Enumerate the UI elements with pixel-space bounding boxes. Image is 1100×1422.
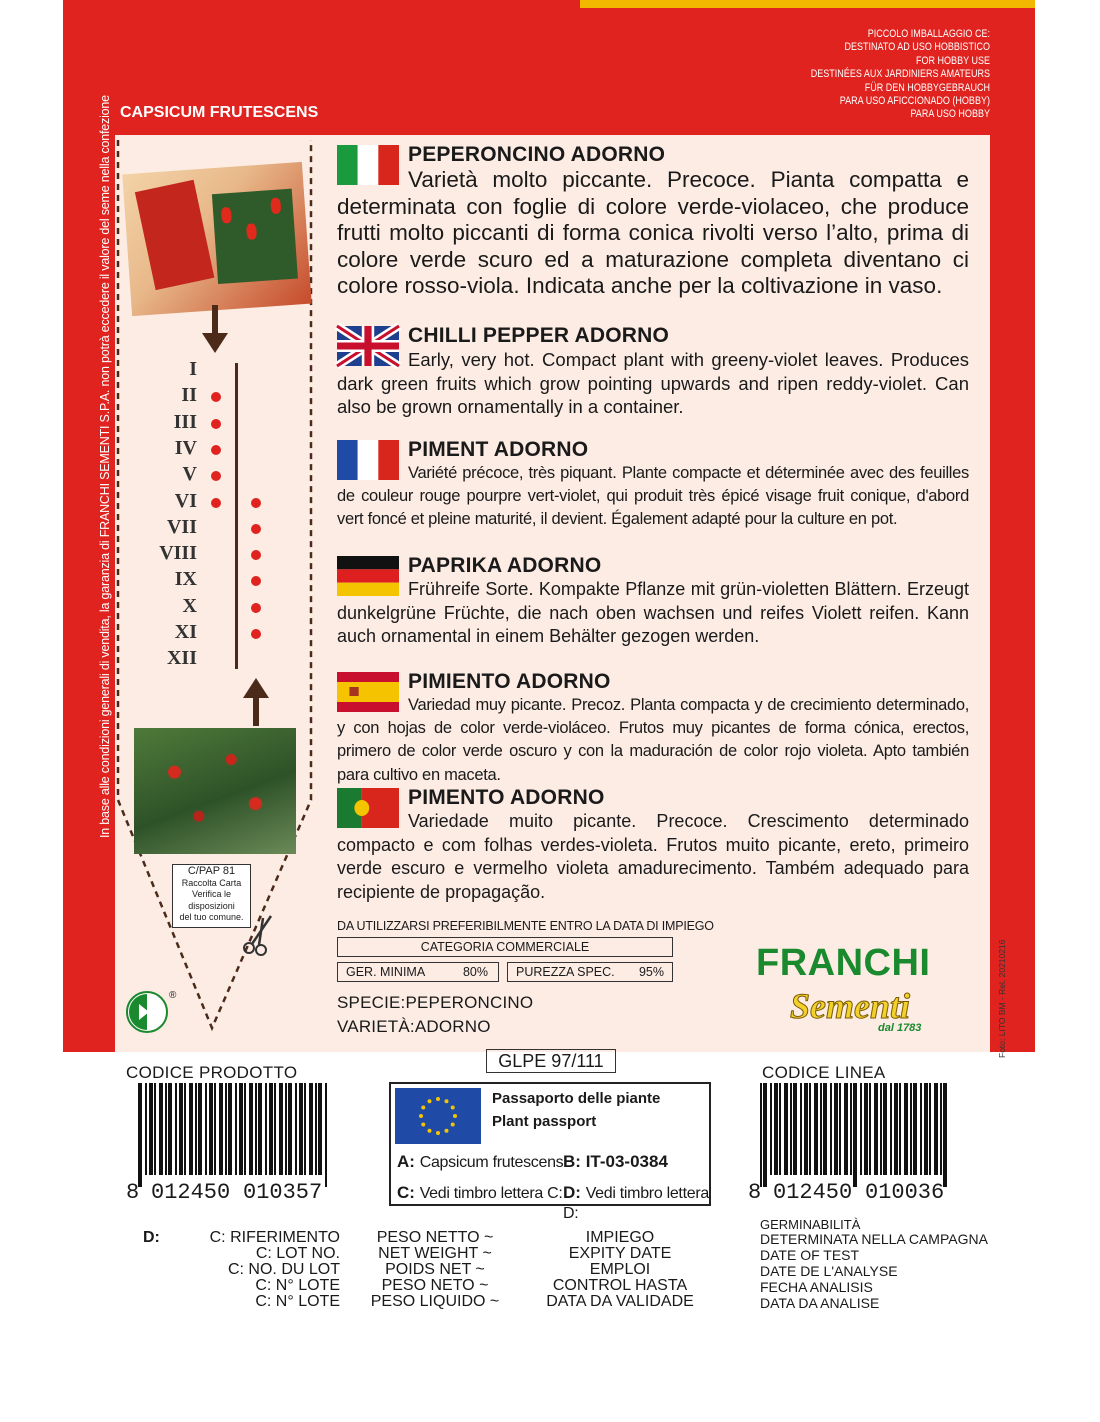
germination-test-line: DATA DA ANALISE	[760, 1295, 880, 1311]
cpap-line: Raccolta Carta	[181, 877, 242, 888]
barcode-bar	[235, 1083, 237, 1175]
title-portuguese: PIMENTO ADORNO	[408, 786, 605, 809]
line-barcode-first-digit: 8	[748, 1180, 762, 1205]
expiry-column	[535, 1230, 705, 1310]
eu-star	[451, 1106, 455, 1110]
barcode-bar	[189, 1083, 193, 1175]
product-code-label: CODICE PRODOTTO	[126, 1063, 298, 1082]
barcode-bar	[800, 1083, 802, 1175]
passport-title: Passaporto delle piante	[492, 1090, 661, 1107]
germination-test-column	[760, 1218, 988, 1311]
eu-star	[436, 1097, 440, 1101]
barcode-bar	[225, 1083, 227, 1175]
notice-line: PARA USO HOBBY	[910, 108, 990, 121]
barcode-bar	[154, 1083, 156, 1175]
eu-star	[419, 1114, 423, 1118]
barcode-bar	[814, 1083, 818, 1175]
italy-flag-icon	[337, 145, 399, 185]
eu-star	[436, 1131, 440, 1135]
passport-b-value: IT-03-0384	[585, 1152, 668, 1171]
barcode-bar	[874, 1083, 878, 1175]
species-latin-name: CAPSICUM FRUTESCENS	[120, 104, 319, 121]
eu-flag-icon	[395, 1088, 481, 1144]
cpap-line: disposizioni	[188, 900, 235, 911]
lot-reference-line: C: NO. DU LOT	[227, 1261, 340, 1278]
net-weight-column	[360, 1230, 510, 1310]
eu-star	[445, 1129, 449, 1133]
notice-line: PARA USO AFICCIONADO (HOBBY)	[839, 95, 990, 108]
passport-b-label: B:	[563, 1152, 581, 1171]
barcode-bar	[830, 1083, 832, 1175]
cpap-line: Verifica le	[191, 889, 232, 899]
title-german: PAPRIKA ADORNO	[408, 554, 602, 577]
barcode-bar	[763, 1083, 767, 1187]
barcode-bar	[285, 1083, 287, 1175]
expiry-line: EMPLOI	[589, 1261, 651, 1278]
top-stripe	[580, 0, 1035, 8]
barcode-bar	[288, 1083, 292, 1175]
lot-reference-line: C: LOT NO.	[255, 1245, 340, 1262]
section-french	[337, 438, 969, 532]
min-germination-value: 80%	[462, 965, 488, 979]
barcode-bar	[299, 1083, 303, 1175]
franchi-logo: FRANCHI	[756, 942, 931, 984]
product-barcode-group1: 012450	[151, 1180, 231, 1205]
product-barcode	[138, 1083, 328, 1187]
line-barcode-group1: 012450	[773, 1180, 853, 1205]
title-french: PIMENT ADORNO	[408, 438, 589, 461]
barcode-bar	[195, 1083, 197, 1175]
barcode-bar	[269, 1083, 273, 1175]
down-arrow-icon	[200, 305, 230, 355]
d-label: D:	[143, 1229, 160, 1246]
commercial-category-box	[337, 937, 673, 957]
purity-label: PUREZZA SPEC.	[516, 965, 615, 979]
variety-value: ADORNO	[414, 1017, 491, 1036]
barcode-bar	[279, 1083, 283, 1175]
description-italian: Varietà molto piccante. Precoce. Pianta compatta e determinata con foglie di colore verde-violaceo, che produce frutti molto piccanti di forma conica rivolti verso l’alto, prima di colore verde scuro ed a maturazione completa diventano ci colore rosso-viola. Indicata anche per la coltivazione in vaso.	[337, 167, 969, 298]
section-portuguese	[337, 786, 969, 904]
barcode-bar	[844, 1083, 848, 1175]
month-label: VI	[174, 489, 197, 512]
purity-value: 95%	[638, 965, 664, 979]
variety-label: VARIETÀ:	[337, 1017, 415, 1036]
variety-row	[337, 1017, 491, 1037]
barcode-bar	[860, 1083, 862, 1175]
green-dot-recycling-icon	[125, 988, 175, 1036]
lot-reference-line: C: N° LOTE	[255, 1277, 340, 1294]
passport-c-label: C:	[397, 1183, 415, 1202]
barcode-bar	[295, 1083, 297, 1175]
description-german: Frühreife Sorte. Kompakte Pflanze mit grün-violetten Blättern. Erzeugt dunkelgrüne Früchte, die nach oben wachsen und reifes Violett reifen. Kann auch ornamental in einem Behälter gezogen werden.	[337, 579, 969, 646]
commercial-category-label: CATEGORIA COMMERCIALE	[420, 940, 590, 954]
germination-test-line: DATE DE L'ANALYSE	[760, 1263, 898, 1279]
barcode-bar	[258, 1083, 262, 1175]
expiry-line: DATA DA VALIDADE	[546, 1293, 694, 1310]
barcode-bar	[809, 1083, 811, 1175]
description-english: Early, very hot. Compact plant with greeny-violet leaves. Produces dark green fruits which grow pointing upwards and ripen reddy-violet. Can also be grown ornamentally in a container.	[337, 349, 969, 417]
month-label: XI	[174, 621, 197, 643]
passport-row-c	[397, 1183, 563, 1203]
spain-flag-icon	[337, 672, 399, 712]
passport-a-value: Capsicum frutescens	[419, 1154, 564, 1171]
packet-photo	[122, 162, 311, 316]
barcode-bar	[760, 1083, 762, 1187]
barcode-bar	[880, 1083, 882, 1175]
title-english: CHILLI PEPPER ADORNO	[408, 324, 670, 347]
month-label: X	[182, 594, 197, 617]
month-label: IX	[174, 568, 197, 591]
portugal-flag-icon	[337, 788, 399, 828]
passport-d-label: D:	[563, 1183, 581, 1202]
barcode-bar	[168, 1083, 172, 1175]
barcode-bar	[265, 1083, 267, 1175]
notice-line: FÜR DEN HOBBYGEBRAUCH	[864, 81, 990, 94]
harvest-dot	[251, 603, 261, 613]
barcode-bar	[175, 1083, 177, 1175]
barcode-bar	[209, 1083, 213, 1175]
line-code-label: CODICE LINEA	[762, 1063, 886, 1082]
barcode-bar	[205, 1083, 207, 1175]
barcode-bar	[820, 1083, 822, 1175]
barcode-bar	[864, 1083, 868, 1175]
calendar-timeline	[235, 363, 238, 669]
hobby-use-notice	[777, 28, 990, 122]
uk-flag-icon	[337, 326, 399, 366]
species-row	[337, 993, 533, 1013]
barcode-bar	[179, 1083, 183, 1175]
harvest-dot	[251, 498, 261, 508]
net-weight-line: NET WEIGHT ~	[378, 1245, 492, 1262]
lot-reference-column	[200, 1230, 340, 1310]
barcode-bar	[850, 1083, 852, 1175]
expiry-line: CONTROL HASTA	[552, 1277, 688, 1294]
barcode-bar	[228, 1083, 232, 1175]
germination-test-line: FECHA ANALISIS	[760, 1279, 873, 1295]
best-before-note: DA UTILIZZARSI PREFERIBILMENTE ENTRO LA DATA DI IMPIEGO	[337, 919, 714, 933]
barcode-bar	[325, 1083, 327, 1187]
barcode-bar	[929, 1083, 931, 1175]
barcode-bar	[869, 1083, 871, 1175]
barcode-bar	[804, 1083, 808, 1175]
month-label: VII	[166, 515, 197, 538]
net-weight-line: PESO NETO ~	[381, 1277, 489, 1294]
notice-line: DESTINATO AD USO HOBBISTICO	[844, 41, 990, 54]
purity-box	[507, 962, 673, 982]
passport-d-value: Vedi timbro lettera D:	[563, 1185, 709, 1222]
notice-line: DESTINÉES AUX JARDINIERS AMATEURS	[810, 68, 990, 81]
barcode-bar	[318, 1083, 322, 1175]
barcode-bar	[165, 1083, 167, 1175]
notice-line: PICCOLO IMBALLAGGIO CE:	[867, 28, 990, 40]
min-germination-box	[337, 962, 499, 982]
description-french: Variété précoce, très piquant. Plante compacte et déterminée avec des feuilles de couleur rouge pourpre vert-violet, qui produit très épicé visage fruit conique, d'abord vert foncé et pleine maturité, il devient. Également adapté pour la culture en pot.	[337, 464, 969, 529]
barcode-bar	[184, 1083, 186, 1175]
lot-reference-line: C: N° LOTE	[255, 1293, 340, 1310]
brand-since: dal 1783	[878, 1022, 922, 1034]
barcode-bar	[779, 1083, 781, 1175]
section-spanish	[337, 670, 969, 787]
net-weight-line: PESO LIQUIDO ~	[370, 1293, 500, 1310]
section-german	[337, 554, 969, 649]
passport-title-en: Plant passport	[492, 1113, 597, 1130]
plant-passport	[389, 1082, 711, 1222]
barcode-bar	[198, 1083, 202, 1175]
eu-star	[428, 1099, 432, 1103]
month-label: III	[173, 410, 197, 433]
barcode-bar	[145, 1083, 147, 1175]
germination-test-line: DETERMINATA NELLA CAMPAGNA	[760, 1231, 988, 1247]
line-barcode-group2: 010036	[865, 1180, 945, 1205]
barcode-bar	[249, 1083, 253, 1175]
month-label: II	[181, 384, 197, 407]
cpap-line: del tuo comune.	[179, 912, 244, 922]
barcode-bar	[934, 1083, 938, 1175]
barcode-bar	[774, 1083, 778, 1175]
lot-reference-line: C: RIFERIMENTO	[209, 1229, 340, 1246]
barcode-bar	[219, 1083, 223, 1175]
month-label: I	[189, 358, 197, 380]
barcode-bar	[214, 1083, 216, 1175]
cpap-code: C/PAP 81	[187, 865, 236, 877]
harvest-dot	[251, 524, 261, 534]
germany-flag-icon	[337, 556, 399, 596]
species-value: PEPERONCINO	[405, 993, 534, 1012]
barcode-bar	[913, 1083, 917, 1175]
month-label: XII	[166, 647, 197, 670]
passport-row-a	[397, 1152, 563, 1172]
barcode-bar	[904, 1083, 908, 1175]
month-label: V	[182, 463, 197, 486]
eu-star	[421, 1123, 425, 1127]
sowing-dot	[211, 498, 221, 508]
barcode-bar	[853, 1083, 857, 1187]
warranty-side-note: In base alle condizioni generali di vendita, la garanzia di FRANCHI SEMENTI S.P.A. non potrà eccedere il valore del seme nella confezione	[98, 95, 112, 838]
product-barcode-first-digit: 8	[126, 1180, 140, 1205]
barcode-bar	[239, 1083, 243, 1175]
france-flag-icon	[337, 440, 399, 480]
passport-row-d	[563, 1183, 709, 1223]
eu-star	[445, 1099, 449, 1103]
barcode-bar	[138, 1083, 142, 1187]
product-barcode-group2: 010357	[243, 1180, 323, 1205]
barcode-bar	[149, 1083, 153, 1175]
germination-test-line: DATE OF TEST	[760, 1247, 860, 1263]
barcode-bar	[839, 1083, 841, 1175]
species-label: SPECIE:	[337, 993, 406, 1012]
passport-a-label: A:	[397, 1152, 415, 1171]
passport-row-b	[563, 1152, 668, 1172]
net-weight-line: PESO NETTO ~	[376, 1229, 494, 1246]
eu-star	[451, 1123, 455, 1127]
barcode-bar	[890, 1083, 892, 1175]
barcode-bar	[255, 1083, 257, 1175]
barcode-bar	[770, 1083, 772, 1175]
barcode-bar	[920, 1083, 922, 1175]
barcode-bar	[943, 1083, 947, 1187]
month-label: VIII	[159, 542, 197, 565]
harvest-dot	[251, 629, 261, 639]
title-italian: PEPERONCINO ADORNO	[408, 143, 666, 166]
photo-credit: Foto: LITO BM - Rel. 20210216	[997, 939, 1007, 1058]
section-english	[337, 324, 969, 419]
sementi-script-logo: Sementi	[790, 986, 911, 1026]
line-barcode	[760, 1083, 950, 1187]
description-portuguese: Variedade muito picante. Precoce. Crescimento determinado compacto e com folhas verdes-violeta. Frutos muito picante, ereto, primeiro verde escuro e vermelho violeta amadurecimento. Também adequado para recipiente de propagação.	[337, 811, 969, 902]
svg-text:®: ®	[169, 990, 177, 1001]
barcode-bar	[894, 1083, 898, 1175]
passport-c-value: Vedi timbro lettera C:	[419, 1185, 563, 1202]
barcode-bar	[899, 1083, 901, 1175]
barcode-bar	[924, 1083, 928, 1175]
barcode-bar	[793, 1083, 797, 1175]
recycling-info-box	[172, 864, 251, 928]
month-label: IV	[174, 436, 197, 459]
barcode-bar	[910, 1083, 912, 1175]
expiry-line: IMPIEGO	[585, 1229, 655, 1246]
eu-star	[428, 1129, 432, 1133]
barcode-bar	[784, 1083, 788, 1175]
up-arrow-icon	[241, 676, 271, 726]
description-spanish: Variedad muy picante. Precoz. Planta compacta y de crecimiento determinado, y con hojas de color verde-violáceo. Frutos muy picantes de forma cónica, erectos, primero de color verde oscuro y con la maduración de color rojo violeta. Apto también para cultivo en maceta.	[337, 696, 969, 784]
notice-line: FOR HOBBY USE	[915, 54, 990, 67]
barcode-bar	[159, 1083, 163, 1175]
title-spanish: PIMIENTO ADORNO	[408, 670, 611, 693]
germination-test-line: GERMINABILITÀ	[760, 1217, 861, 1232]
sowing-dot	[211, 419, 221, 429]
min-germination-label: GER. MINIMA	[346, 965, 426, 979]
barcode-bar	[883, 1083, 887, 1175]
plant-photo	[134, 728, 296, 854]
barcode-bar	[940, 1083, 942, 1175]
barcode-bar	[834, 1083, 838, 1175]
section-italian	[337, 143, 969, 300]
barcode-bar	[823, 1083, 827, 1175]
eu-star	[453, 1114, 457, 1118]
glpe-code: GLPE 97/111	[486, 1049, 616, 1073]
barcode-bar	[790, 1083, 792, 1175]
barcode-bar	[244, 1083, 246, 1175]
barcode-bar	[309, 1083, 313, 1175]
expiry-line: EXPITY DATE	[568, 1245, 672, 1262]
sowing-dot	[211, 445, 221, 455]
net-weight-line: POIDS NET ~	[385, 1261, 485, 1278]
barcode-bar	[274, 1083, 276, 1175]
barcode-bar	[304, 1083, 306, 1175]
eu-star	[421, 1106, 425, 1110]
scissors-icon	[241, 912, 275, 956]
barcode-bar	[315, 1083, 317, 1175]
